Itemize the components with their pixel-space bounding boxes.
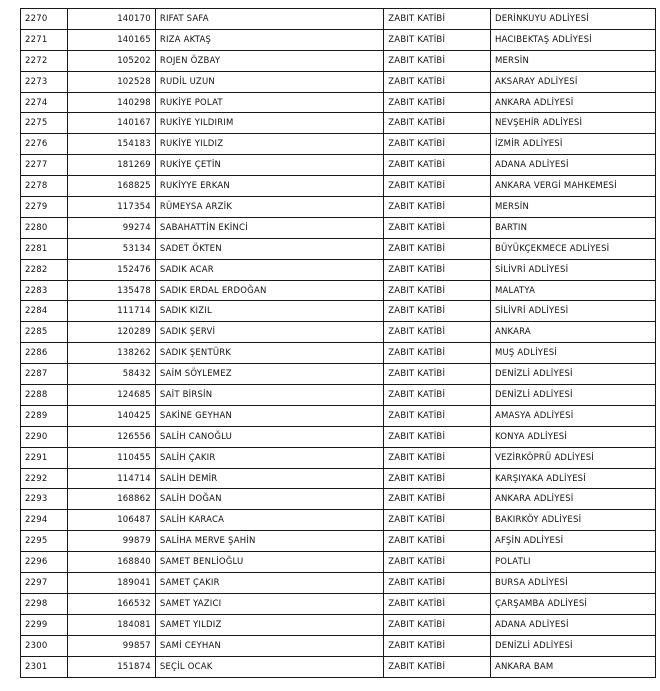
table-row bbox=[21, 510, 656, 531]
job-title-cell: ZABIT KATİBİ bbox=[384, 197, 491, 218]
assignment-place-cell: İZMİR ADLİYESİ bbox=[490, 134, 655, 155]
table-row bbox=[21, 426, 656, 447]
registry-number-cell: 138262 bbox=[68, 343, 156, 364]
registry-number-cell: 140167 bbox=[68, 113, 156, 134]
full-name-cell: SAMET YILDIZ bbox=[155, 614, 383, 635]
table-body bbox=[21, 9, 656, 678]
job-title-cell: ZABIT KATİBİ bbox=[384, 50, 491, 71]
row-number-cell: 2282 bbox=[21, 259, 68, 280]
job-title-cell: ZABIT KATİBİ bbox=[384, 405, 491, 426]
job-title-cell: ZABIT KATİBİ bbox=[384, 552, 491, 573]
job-title-cell: ZABIT KATİBİ bbox=[384, 301, 491, 322]
assignment-place-cell: MERSİN bbox=[490, 197, 655, 218]
full-name-cell: SADIK ŞENTÜRK bbox=[155, 343, 383, 364]
registry-number-cell: 140165 bbox=[68, 29, 156, 50]
full-name-cell: SAMET BENLİOĞLU bbox=[155, 552, 383, 573]
job-title-cell: ZABIT KATİBİ bbox=[384, 259, 491, 280]
job-title-cell: ZABIT KATİBİ bbox=[384, 280, 491, 301]
assignment-place-cell: AKSARAY ADLİYESİ bbox=[490, 71, 655, 92]
assignment-place-cell: ANKARA ADLİYESİ bbox=[490, 92, 655, 113]
job-title-cell: ZABIT KATİBİ bbox=[384, 322, 491, 343]
table-row bbox=[21, 405, 656, 426]
job-title-cell: ZABIT KATİBİ bbox=[384, 385, 491, 406]
row-number-cell: 2290 bbox=[21, 426, 68, 447]
table-row bbox=[21, 50, 656, 71]
row-number-cell: 2281 bbox=[21, 238, 68, 259]
row-number-cell: 2292 bbox=[21, 468, 68, 489]
full-name-cell: SADET ÖKTEN bbox=[155, 238, 383, 259]
assignment-place-cell: BAKIRKÖY ADLİYESİ bbox=[490, 510, 655, 531]
job-title-cell: ZABIT KATİBİ bbox=[384, 238, 491, 259]
assignment-place-cell: HACIBEKTAŞ ADLİYESİ bbox=[490, 29, 655, 50]
table-row bbox=[21, 343, 656, 364]
registry-number-cell: 120289 bbox=[68, 322, 156, 343]
full-name-cell: SADIK ŞERVİ bbox=[155, 322, 383, 343]
personnel-table bbox=[20, 8, 656, 678]
full-name-cell: RUKİYE ÇETİN bbox=[155, 155, 383, 176]
job-title-cell: ZABIT KATİBİ bbox=[384, 155, 491, 176]
full-name-cell: RÜMEYSA ARZİK bbox=[155, 197, 383, 218]
job-title-cell: ZABIT KATİBİ bbox=[384, 92, 491, 113]
registry-number-cell: 168825 bbox=[68, 176, 156, 197]
row-number-cell: 2276 bbox=[21, 134, 68, 155]
table-row bbox=[21, 155, 656, 176]
job-title-cell: ZABIT KATİBİ bbox=[384, 573, 491, 594]
table-row bbox=[21, 9, 656, 30]
full-name-cell: ROJEN ÖZBAY bbox=[155, 50, 383, 71]
table-row bbox=[21, 92, 656, 113]
full-name-cell: SEÇİL OCAK bbox=[155, 656, 383, 677]
assignment-place-cell: DENİZLİ ADLİYESİ bbox=[490, 364, 655, 385]
job-title-cell: ZABIT KATİBİ bbox=[384, 531, 491, 552]
table-row bbox=[21, 238, 656, 259]
row-number-cell: 2279 bbox=[21, 197, 68, 218]
table-row bbox=[21, 113, 656, 134]
assignment-place-cell: AMASYA ADLİYESİ bbox=[490, 405, 655, 426]
table-row bbox=[21, 656, 656, 677]
table-row bbox=[21, 322, 656, 343]
registry-number-cell: 140298 bbox=[68, 92, 156, 113]
row-number-cell: 2298 bbox=[21, 593, 68, 614]
full-name-cell: RUDİL UZUN bbox=[155, 71, 383, 92]
job-title-cell: ZABIT KATİBİ bbox=[384, 217, 491, 238]
job-title-cell: ZABIT KATİBİ bbox=[384, 614, 491, 635]
job-title-cell: ZABIT KATİBİ bbox=[384, 113, 491, 134]
registry-number-cell: 117354 bbox=[68, 197, 156, 218]
full-name-cell: SALİH CANOĞLU bbox=[155, 426, 383, 447]
registry-number-cell: 140170 bbox=[68, 9, 156, 30]
registry-number-cell: 111714 bbox=[68, 301, 156, 322]
assignment-place-cell: KONYA ADLİYESİ bbox=[490, 426, 655, 447]
assignment-place-cell: ADANA ADLİYESİ bbox=[490, 614, 655, 635]
row-number-cell: 2280 bbox=[21, 217, 68, 238]
assignment-place-cell: POLATLI bbox=[490, 552, 655, 573]
full-name-cell: SADIK ERDAL ERDOĞAN bbox=[155, 280, 383, 301]
full-name-cell: SAMET ÇAKIR bbox=[155, 573, 383, 594]
row-number-cell: 2277 bbox=[21, 155, 68, 176]
job-title-cell: ZABIT KATİBİ bbox=[384, 29, 491, 50]
job-title-cell: ZABIT KATİBİ bbox=[384, 635, 491, 656]
full-name-cell: RUKİYE YILDIZ bbox=[155, 134, 383, 155]
full-name-cell: SADIK ACAR bbox=[155, 259, 383, 280]
job-title-cell: ZABIT KATİBİ bbox=[384, 176, 491, 197]
registry-number-cell: 151874 bbox=[68, 656, 156, 677]
row-number-cell: 2285 bbox=[21, 322, 68, 343]
job-title-cell: ZABIT KATİBİ bbox=[384, 447, 491, 468]
full-name-cell: SAİM SÖYLEMEZ bbox=[155, 364, 383, 385]
registry-number-cell: 126556 bbox=[68, 426, 156, 447]
registry-number-cell: 102528 bbox=[68, 71, 156, 92]
registry-number-cell: 166532 bbox=[68, 593, 156, 614]
row-number-cell: 2293 bbox=[21, 489, 68, 510]
assignment-place-cell: BURSA ADLİYESİ bbox=[490, 573, 655, 594]
table-row bbox=[21, 593, 656, 614]
registry-number-cell: 110455 bbox=[68, 447, 156, 468]
assignment-place-cell: ANKARA VERGİ MAHKEMESİ bbox=[490, 176, 655, 197]
table-row bbox=[21, 364, 656, 385]
job-title-cell: ZABIT KATİBİ bbox=[384, 656, 491, 677]
table-row bbox=[21, 447, 656, 468]
full-name-cell: SAİT BİRSİN bbox=[155, 385, 383, 406]
full-name-cell: SALİH KARACA bbox=[155, 510, 383, 531]
row-number-cell: 2299 bbox=[21, 614, 68, 635]
row-number-cell: 2271 bbox=[21, 29, 68, 50]
registry-number-cell: 140425 bbox=[68, 405, 156, 426]
table-row bbox=[21, 489, 656, 510]
assignment-place-cell: MUŞ ADLİYESİ bbox=[490, 343, 655, 364]
row-number-cell: 2287 bbox=[21, 364, 68, 385]
row-number-cell: 2272 bbox=[21, 50, 68, 71]
table-row bbox=[21, 217, 656, 238]
job-title-cell: ZABIT KATİBİ bbox=[384, 9, 491, 30]
row-number-cell: 2286 bbox=[21, 343, 68, 364]
table-row bbox=[21, 29, 656, 50]
assignment-place-cell: SİLİVRİ ADLİYESİ bbox=[490, 301, 655, 322]
job-title-cell: ZABIT KATİBİ bbox=[384, 510, 491, 531]
table-row bbox=[21, 176, 656, 197]
full-name-cell: SAKİNE GEYHAN bbox=[155, 405, 383, 426]
registry-number-cell: 181269 bbox=[68, 155, 156, 176]
registry-number-cell: 135478 bbox=[68, 280, 156, 301]
row-number-cell: 2291 bbox=[21, 447, 68, 468]
job-title-cell: ZABIT KATİBİ bbox=[384, 343, 491, 364]
row-number-cell: 2296 bbox=[21, 552, 68, 573]
assignment-place-cell: NEVŞEHİR ADLİYESİ bbox=[490, 113, 655, 134]
registry-number-cell: 168862 bbox=[68, 489, 156, 510]
registry-number-cell: 53134 bbox=[68, 238, 156, 259]
registry-number-cell: 105202 bbox=[68, 50, 156, 71]
full-name-cell: RUKİYE POLAT bbox=[155, 92, 383, 113]
row-number-cell: 2294 bbox=[21, 510, 68, 531]
row-number-cell: 2301 bbox=[21, 656, 68, 677]
assignment-place-cell: ÇARŞAMBA ADLİYESİ bbox=[490, 593, 655, 614]
assignment-place-cell: ANKARA bbox=[490, 322, 655, 343]
registry-number-cell: 58432 bbox=[68, 364, 156, 385]
job-title-cell: ZABIT KATİBİ bbox=[384, 468, 491, 489]
assignment-place-cell: MALATYA bbox=[490, 280, 655, 301]
table-row bbox=[21, 71, 656, 92]
registry-number-cell: 99857 bbox=[68, 635, 156, 656]
job-title-cell: ZABIT KATİBİ bbox=[384, 593, 491, 614]
assignment-place-cell: VEZİRKÖPRÜ ADLİYESİ bbox=[490, 447, 655, 468]
full-name-cell: SADIK KIZIL bbox=[155, 301, 383, 322]
registry-number-cell: 152476 bbox=[68, 259, 156, 280]
table-row bbox=[21, 635, 656, 656]
assignment-place-cell: BARTIN bbox=[490, 217, 655, 238]
assignment-place-cell: KARŞIYAKA ADLİYESİ bbox=[490, 468, 655, 489]
registry-number-cell: 99274 bbox=[68, 217, 156, 238]
full-name-cell: SALİH DEMİR bbox=[155, 468, 383, 489]
job-title-cell: ZABIT KATİBİ bbox=[384, 364, 491, 385]
table-row bbox=[21, 531, 656, 552]
registry-number-cell: 189041 bbox=[68, 573, 156, 594]
full-name-cell: SALİHA MERVE ŞAHİN bbox=[155, 531, 383, 552]
job-title-cell: ZABIT KATİBİ bbox=[384, 426, 491, 447]
assignment-place-cell: AFŞİN ADLİYESİ bbox=[490, 531, 655, 552]
table-row bbox=[21, 573, 656, 594]
table-row bbox=[21, 385, 656, 406]
row-number-cell: 2278 bbox=[21, 176, 68, 197]
table-row bbox=[21, 280, 656, 301]
table-row bbox=[21, 259, 656, 280]
row-number-cell: 2274 bbox=[21, 92, 68, 113]
registry-number-cell: 168840 bbox=[68, 552, 156, 573]
assignment-place-cell: SİLİVRİ ADLİYESİ bbox=[490, 259, 655, 280]
full-name-cell: RIZA AKTAŞ bbox=[155, 29, 383, 50]
table-row bbox=[21, 197, 656, 218]
assignment-place-cell: ANKARA ADLİYESİ bbox=[490, 489, 655, 510]
row-number-cell: 2283 bbox=[21, 280, 68, 301]
registry-number-cell: 99879 bbox=[68, 531, 156, 552]
full-name-cell: SAMET YAZICI bbox=[155, 593, 383, 614]
row-number-cell: 2273 bbox=[21, 71, 68, 92]
assignment-place-cell: DERİNKUYU ADLİYESİ bbox=[490, 9, 655, 30]
full-name-cell: SAMİ CEYHAN bbox=[155, 635, 383, 656]
full-name-cell: RUKİYYE ERKAN bbox=[155, 176, 383, 197]
full-name-cell: RIFAT SAFA bbox=[155, 9, 383, 30]
registry-number-cell: 154183 bbox=[68, 134, 156, 155]
full-name-cell: RUKİYE YILDIRIM bbox=[155, 113, 383, 134]
registry-number-cell: 106487 bbox=[68, 510, 156, 531]
row-number-cell: 2295 bbox=[21, 531, 68, 552]
job-title-cell: ZABIT KATİBİ bbox=[384, 489, 491, 510]
table-row bbox=[21, 614, 656, 635]
table-row bbox=[21, 552, 656, 573]
full-name-cell: SABAHATTİN EKİNCİ bbox=[155, 217, 383, 238]
job-title-cell: ZABIT KATİBİ bbox=[384, 71, 491, 92]
registry-number-cell: 184081 bbox=[68, 614, 156, 635]
row-number-cell: 2284 bbox=[21, 301, 68, 322]
row-number-cell: 2297 bbox=[21, 573, 68, 594]
row-number-cell: 2289 bbox=[21, 405, 68, 426]
full-name-cell: SALİH DOĞAN bbox=[155, 489, 383, 510]
assignment-place-cell: ANKARA BAM bbox=[490, 656, 655, 677]
table-row bbox=[21, 134, 656, 155]
assignment-place-cell: BÜYÜKÇEKMECE ADLİYESİ bbox=[490, 238, 655, 259]
registry-number-cell: 124685 bbox=[68, 385, 156, 406]
job-title-cell: ZABIT KATİBİ bbox=[384, 134, 491, 155]
full-name-cell: SALİH ÇAKIR bbox=[155, 447, 383, 468]
assignment-place-cell: MERSİN bbox=[490, 50, 655, 71]
table-row bbox=[21, 301, 656, 322]
row-number-cell: 2288 bbox=[21, 385, 68, 406]
table-row bbox=[21, 468, 656, 489]
row-number-cell: 2275 bbox=[21, 113, 68, 134]
assignment-place-cell: ADANA ADLİYESİ bbox=[490, 155, 655, 176]
assignment-place-cell: DENİZLİ ADLİYESİ bbox=[490, 385, 655, 406]
row-number-cell: 2300 bbox=[21, 635, 68, 656]
assignment-place-cell: DENİZLİ ADLİYESİ bbox=[490, 635, 655, 656]
row-number-cell: 2270 bbox=[21, 9, 68, 30]
registry-number-cell: 114714 bbox=[68, 468, 156, 489]
